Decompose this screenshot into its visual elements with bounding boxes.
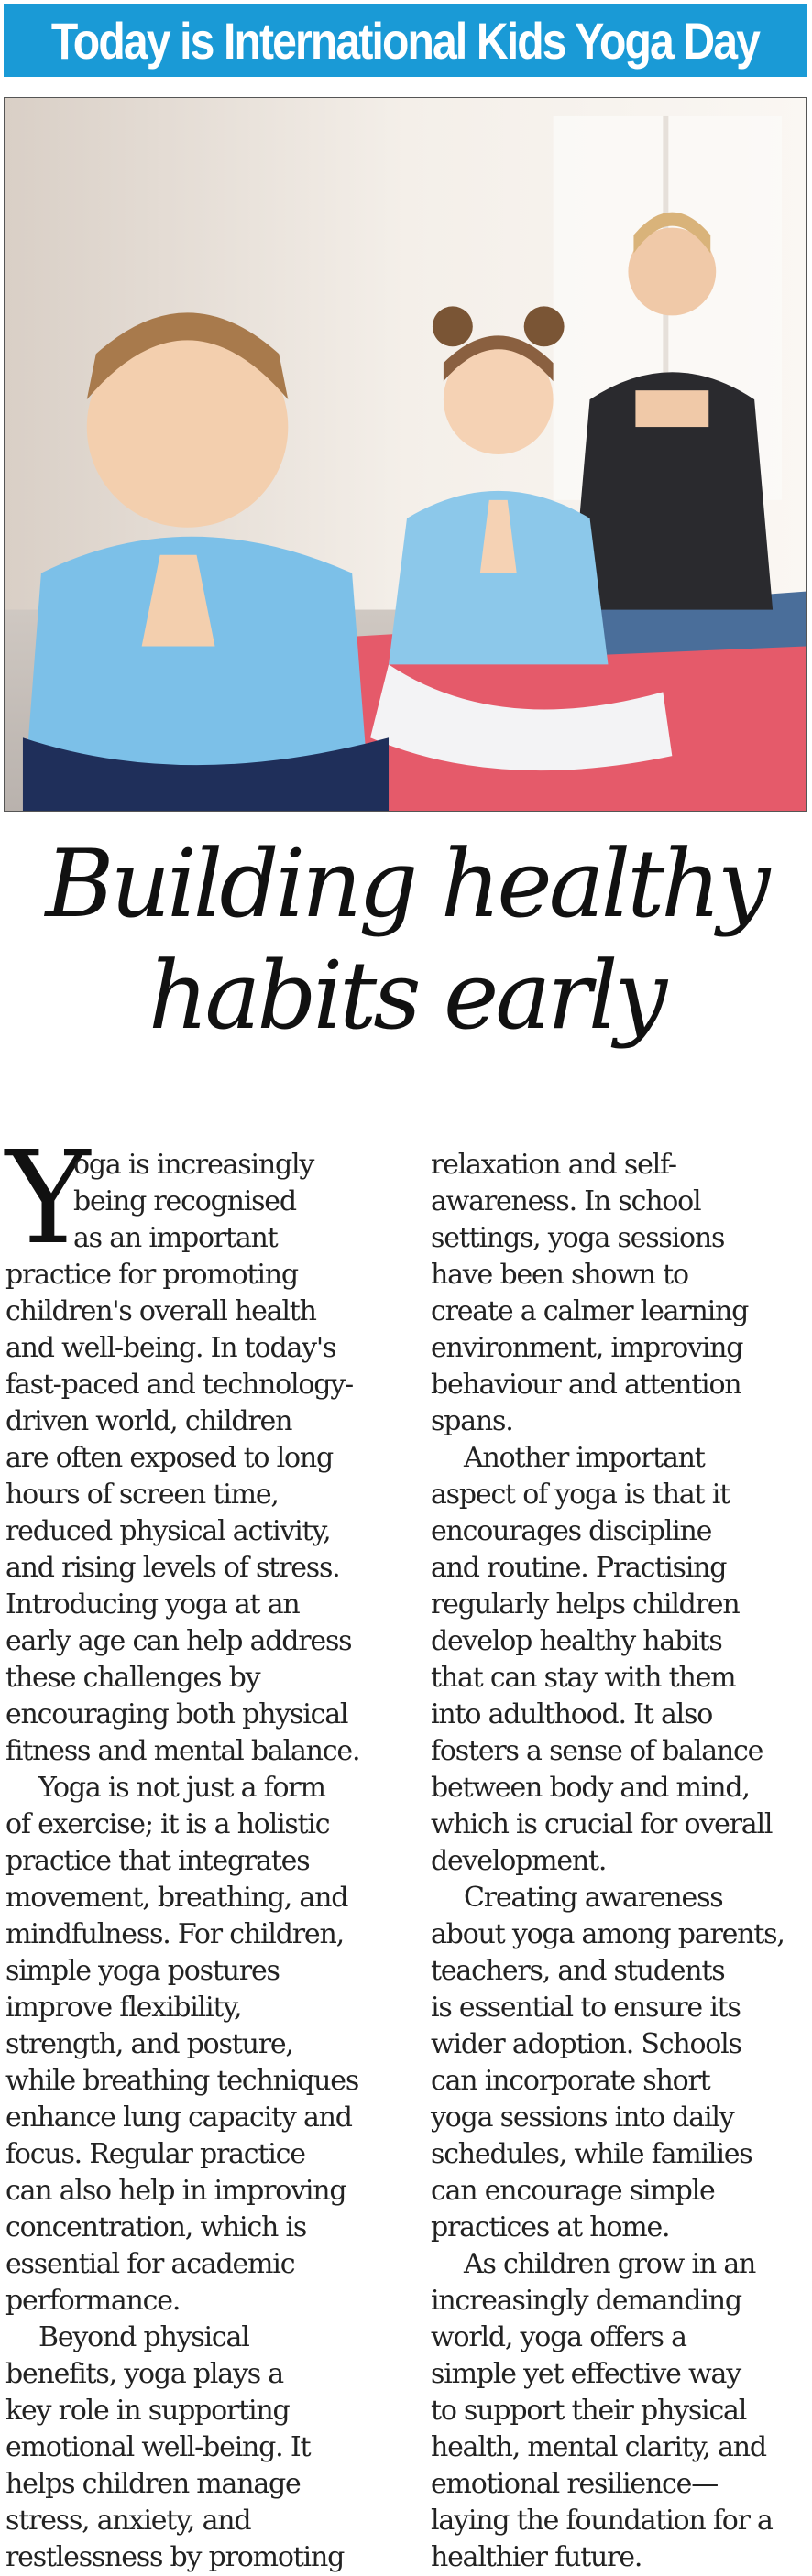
article-line: performance. (5, 2285, 181, 2317)
banner-title: Today is International Kids Yoga Day (50, 11, 760, 70)
article-column-right (431, 1147, 799, 2576)
article-line: settings, yoga sessions (431, 1222, 725, 1254)
article-line: world, yoga offers a (431, 2321, 686, 2353)
article-headline (0, 829, 812, 1053)
article-line: restlessness by promoting (5, 2541, 345, 2573)
article-line: regularly helps children (431, 1588, 740, 1621)
drop-cap: Y (5, 1124, 91, 1273)
article-line: spans. (431, 1405, 513, 1437)
article-line: practice that integrates (5, 1845, 310, 1877)
headline-line-2: habits early (148, 942, 664, 1051)
article-line: As children grow in an (464, 2248, 756, 2280)
article-line: wider adoption. Schools (431, 2028, 741, 2060)
article-line: essential for academic (5, 2248, 295, 2280)
article-line: and routine. Practising (431, 1552, 727, 1584)
article-column-left (5, 1147, 374, 2576)
article-line: these challenges by (5, 1662, 260, 1694)
section-banner (4, 4, 807, 77)
article-line: strength, and posture, (5, 2028, 293, 2060)
article-line: improve flexibility, (5, 1992, 242, 2024)
article-line: between body and mind, (431, 1772, 750, 1804)
article-line: to support their physical (431, 2395, 747, 2427)
article-line: which is crucial for overall (431, 1808, 773, 1840)
article-line: early age can help address (5, 1625, 352, 1657)
article-line: simple yoga postures (5, 1955, 280, 1987)
article-line: encouraging both physical (5, 1698, 348, 1730)
article-line: yoga sessions into daily (431, 2101, 734, 2134)
article-line: practice for promoting (5, 1259, 298, 1291)
article-line: movement, breathing, and (5, 1882, 348, 1914)
article-line: emotional resilience— (431, 2468, 719, 2500)
article-line: hours of screen time, (5, 1479, 279, 1511)
article-line: are often exposed to long (5, 1442, 334, 1474)
article-line: helps children manage (5, 2468, 301, 2500)
article-line: mindfulness. For children, (5, 1918, 344, 1950)
article-line: can incorporate short (431, 2065, 710, 2097)
article-line: emotional well-being. It (5, 2431, 311, 2463)
article-line: health, mental clarity, and (431, 2431, 766, 2463)
article-line: Yoga is not just a form (38, 1772, 325, 1804)
article-line: and well-being. In today's (5, 1332, 336, 1364)
article-line: aspect of yoga is that it (431, 1479, 730, 1511)
article-line: fitness and mental balance. (5, 1735, 360, 1767)
article-line: and rising levels of stress. (5, 1552, 340, 1584)
article-line: Creating awareness (464, 1882, 723, 1914)
article-line: encourages discipline (431, 1515, 712, 1547)
article-line: oga is increasingly (73, 1149, 314, 1181)
article-line: Beyond physical (38, 2321, 249, 2353)
article-line: schedules, while families (431, 2138, 752, 2170)
article-line: driven world, children (5, 1405, 292, 1437)
article-line: simple yet effective way (431, 2358, 741, 2390)
headline-line-1: Building healthy (45, 830, 767, 939)
article-line: Introducing yoga at an (5, 1588, 300, 1621)
article-line: while breathing techniques (5, 2065, 359, 2097)
kids-yoga-photo (4, 97, 807, 812)
article-line: children's overall health (5, 1295, 316, 1327)
article-line: focus. Regular practice (5, 2138, 305, 2170)
article-line: healthier future. (431, 2541, 642, 2573)
article-line: that can stay with them (431, 1662, 736, 1694)
article-line: key role in supporting (5, 2395, 290, 2427)
article-line: as an important (73, 1222, 278, 1254)
article-line: have been shown to (431, 1259, 688, 1291)
article-line: environment, improving (431, 1332, 743, 1364)
article-line: of exercise; it is a holistic (5, 1808, 330, 1840)
article-line: fosters a sense of balance (431, 1735, 763, 1767)
article-line: can encourage simple (431, 2175, 715, 2207)
article-line: awareness. In school (431, 1185, 701, 1217)
article-line: is essential to ensure its (431, 1992, 741, 2024)
article-line: reduced physical activity, (5, 1515, 331, 1547)
article-line: create a calmer learning (431, 1295, 749, 1327)
article-line: being recognised (73, 1185, 296, 1217)
article-line: enhance lung capacity and (5, 2101, 352, 2134)
photo-illustration (5, 98, 806, 811)
article-line: relaxation and self- (431, 1149, 676, 1181)
article-line: teachers, and students (431, 1955, 725, 1987)
article-line: about yoga among parents, (431, 1918, 785, 1950)
article-line: behaviour and attention (431, 1369, 741, 1401)
article-line: fast-paced and technology- (5, 1369, 353, 1401)
article-line: stress, anxiety, and (5, 2505, 251, 2537)
article-line: laying the foundation for a (431, 2505, 773, 2537)
article-line: Another important (464, 1442, 705, 1474)
article-line: into adulthood. It also (431, 1698, 713, 1730)
article-line: concentration, which is (5, 2211, 307, 2243)
article-line: practices at home. (431, 2211, 670, 2243)
article-line: benefits, yoga plays a (5, 2358, 283, 2390)
article-line: development. (431, 1845, 607, 1877)
article-line: increasingly demanding (431, 2285, 741, 2317)
article-line: can also help in improving (5, 2175, 346, 2207)
article-line: develop healthy habits (431, 1625, 722, 1657)
